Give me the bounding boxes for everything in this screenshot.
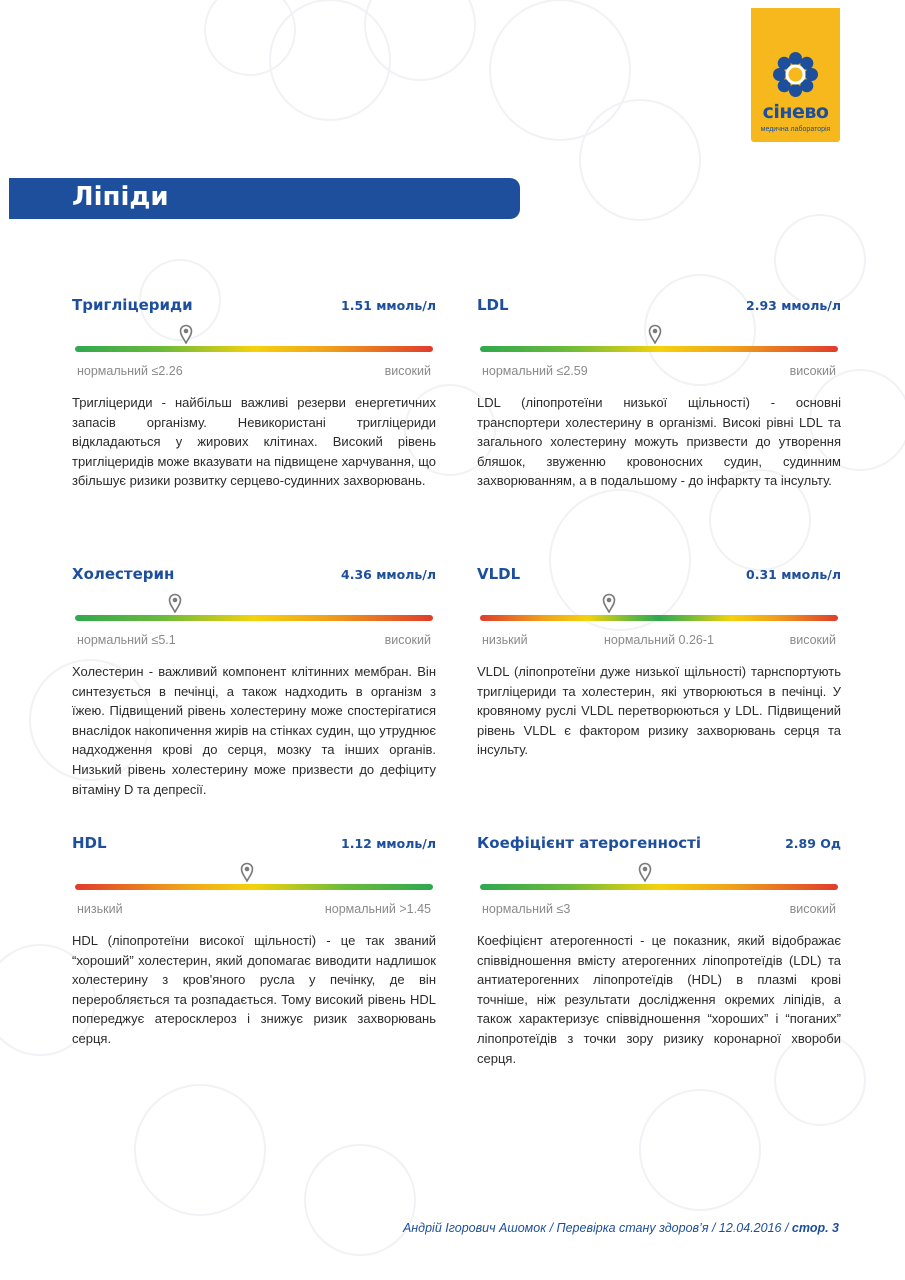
indicator-description: LDL (ліпопротеїни низької щільності) - основні транспортери холестерину в організмі. Високі рівні LDL та загального холестерину можуть призвести до утворення бляшок, звуженню кровоносних судин, судинним захворюванням, а в подальшому - до інфаркту та інсульту. — [477, 395, 841, 489]
scale-label-normal: нормальний ≤5.1 — [77, 633, 176, 647]
footer-text: Андрій Ігорович Ашомок / Перевірка стану здоров’я / 12.04.2016 / — [402, 1221, 792, 1235]
scale-label-high: високий — [384, 364, 431, 378]
gauge-bar — [75, 346, 433, 352]
indicator-value: 0.31 ммоль/л — [746, 567, 841, 582]
indicator-title: HDL — [72, 834, 107, 852]
scale-label-normal: нормальний ≤2.26 — [77, 364, 183, 378]
indicator-card-ldl — [477, 296, 841, 491]
gauge-bar — [75, 884, 433, 890]
indicator-card-vldl — [477, 565, 841, 760]
indicator-title: VLDL — [477, 565, 521, 583]
indicator-card-triglycerides — [72, 296, 436, 491]
indicator-description: HDL (ліпопротеїни високої щільності) - це так званий “хороший” холестерин, який допомагає виводити надлишок холестерину з кров'яного русла у печінку, де він переробляється та розпадається. Тому високий рівень HDL попереджує атеросклероз і знижує ризик захворювань серця. — [72, 933, 436, 1046]
indicator-description: Холестерин - важливий компонент клітинних мембран. Він синтезується в печінці, а також надходить в організм з їжею. Підвищений рівень холестерину може спостерігатися внаслідок накопичення жирів на стінках судин, що утруднює надходження крові до серця, мозку та інших органів. Низький рівень холестерину може призвести до дефіциту вітаміну D та депресії. — [72, 664, 436, 797]
indicator-value: 1.12 ммоль/л — [341, 836, 436, 851]
scale-label-low: низький — [77, 902, 123, 916]
scale-label-low: низький — [482, 633, 528, 647]
page-number: стор. 3 — [791, 1221, 839, 1235]
scale-label-high: високий — [789, 902, 836, 916]
indicator-gauge — [477, 593, 841, 629]
indicator-description: Коефіцієнт атерогенності - це показник, який відображає співвідношення вмісту атерогенних ліпопротеїдів (LDL) та антиатерогенних ліпопротеїдів (HDL) в плазмі крові точніше, ніж результати дослідження окремих ліпідів, а також характеризує співвідношення “хороших” і “поганих” ліпопротеїдів з точки зору ризику коронарної хвороби серця. — [477, 933, 841, 1066]
scale-label-normal: нормальний ≤2.59 — [482, 364, 588, 378]
indicator-title: Холестерин — [72, 565, 175, 583]
gauge-bar — [480, 884, 838, 890]
indicator-description: Тригліцериди - найбільш важливі резерви енергетичних запасів організму. Невикористані тригліцериди відкладаються у жирових клітинах. Високий рівень тригліцеридів може вказувати на підвищене харчування, що збільшує ризики розвитку серцево-судинних захворювань. — [72, 395, 436, 489]
section-title: Ліпіди — [72, 182, 169, 212]
indicator-value: 1.51 ммоль/л — [341, 298, 436, 313]
scale-label-high: високий — [384, 633, 431, 647]
indicator-title: Тригліцериди — [72, 296, 193, 314]
indicator-card-hdl — [72, 834, 436, 1049]
indicator-value: 2.93 ммоль/л — [746, 298, 841, 313]
logo-name: сінево — [762, 101, 829, 123]
map-pin-icon — [168, 593, 182, 613]
map-pin-icon — [240, 862, 254, 882]
indicator-title: Коефіцієнт атерогенності — [477, 834, 701, 852]
map-pin-icon — [602, 593, 616, 613]
section-banner — [9, 178, 520, 219]
flower-icon — [772, 52, 819, 97]
indicator-gauge — [72, 862, 436, 898]
indicator-title: LDL — [477, 296, 509, 314]
scale-label-normal: нормальний >1.45 — [324, 902, 431, 916]
map-pin-icon — [179, 324, 193, 344]
logo-subtitle: медична лабораторія — [760, 126, 831, 133]
indicator-value: 4.36 ммоль/л — [341, 567, 436, 582]
page-footer — [403, 1221, 839, 1235]
indicator-gauge — [477, 324, 841, 360]
scale-label-high: високий — [789, 364, 836, 378]
scale-label-normal: нормальний ≤3 — [482, 902, 571, 916]
indicator-value: 2.89 Од — [785, 836, 841, 851]
logo — [751, 8, 840, 142]
indicator-gauge — [72, 593, 436, 629]
indicator-gauge — [477, 862, 841, 898]
map-pin-icon — [638, 862, 652, 882]
gauge-bar — [75, 615, 433, 621]
indicator-gauge — [72, 324, 436, 360]
indicator-card-cholesterol — [72, 565, 436, 799]
scale-label-high: високий — [789, 633, 836, 647]
indicator-description: VLDL (ліпопротеїни дуже низької щільності) тарнспортують тригліцериди та холестерин, які утворюються в печінці. У кровяному руслі VLDL перетворюються у LDL. Підвищений рівень VLDL є фактором ризику захворювань серця та інсульту. — [477, 664, 841, 758]
gauge-bar — [480, 615, 838, 621]
map-pin-icon — [648, 324, 662, 344]
gauge-bar — [480, 346, 838, 352]
indicator-card-atherogenic-index — [477, 834, 841, 1068]
scale-label-normal: нормальний 0.26-1 — [604, 633, 714, 647]
